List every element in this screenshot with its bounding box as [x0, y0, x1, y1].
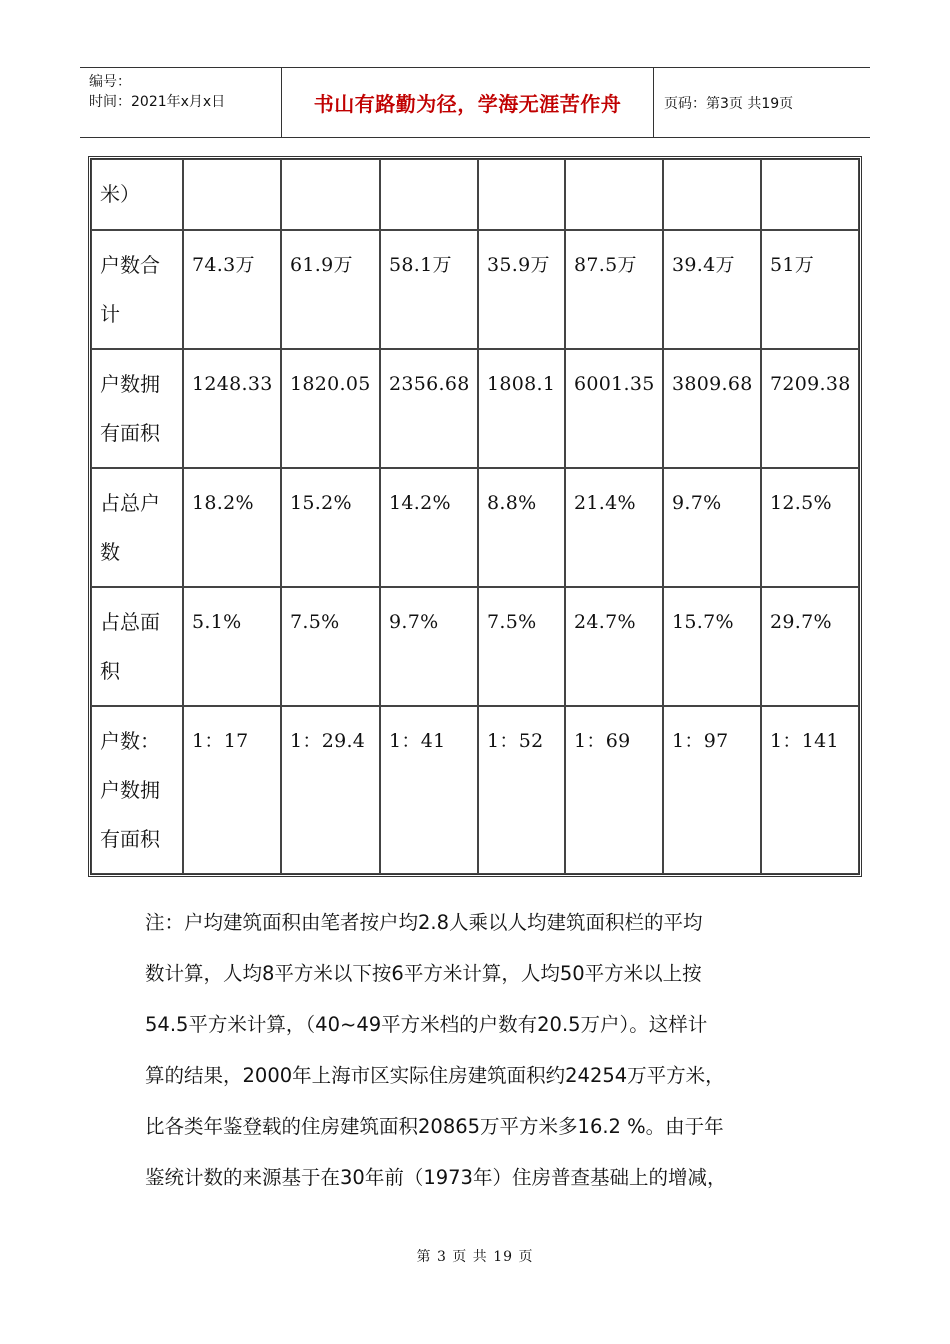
table-row [91, 706, 859, 874]
table-cell: 15.7% [663, 587, 761, 706]
table-cell: 87.5万 [565, 230, 663, 349]
table-cell: 7.5% [478, 587, 565, 706]
note-line: 数计算，人均8平方米以下按6平方米计算，人均50平方米以上按 [145, 962, 702, 985]
table-cell: 51万 [761, 230, 859, 349]
table-cell: 1：97 [663, 706, 761, 874]
table-cell: 5.1% [183, 587, 281, 706]
row-label: 户数合计 [91, 230, 183, 349]
table-cell: 1820.05 [281, 349, 380, 468]
table-cell: 61.9万 [281, 230, 380, 349]
table-cell: 7209.38 [761, 349, 859, 468]
row-label: 占总户数 [91, 468, 183, 587]
table-cell: 9.7% [663, 468, 761, 587]
header-motto: 书山有路勤为径，学海无涯苦作舟 [282, 68, 654, 137]
table-cell: 14.2% [380, 468, 478, 587]
row-label: 米） [91, 159, 183, 230]
page-footer: 第 3 页 共 19 页 [416, 1249, 534, 1265]
table-cell [478, 159, 565, 230]
table-cell: 6001.35 [565, 349, 663, 468]
note-line: 注：户均建筑面积由笔者按户均2.8人乘以人均建筑面积栏的平均 [145, 911, 703, 934]
note-line: 算的结果，2000年上海市区实际住房建筑面积约24254万平方米， [145, 1064, 725, 1087]
table-cell [565, 159, 663, 230]
document-number-label: 编号： [89, 74, 131, 90]
table-cell: 74.3万 [183, 230, 281, 349]
table-cell: 58.1万 [380, 230, 478, 349]
table-cell [183, 159, 281, 230]
table-cell: 1808.1 [478, 349, 565, 468]
table-cell: 1：17 [183, 706, 281, 874]
table-cell: 39.4万 [663, 230, 761, 349]
table-cell: 1：141 [761, 706, 859, 874]
document-date: 时间：2021年x月x日 [89, 94, 226, 110]
table-cell: 15.2% [281, 468, 380, 587]
table-cell [281, 159, 380, 230]
table-cell: 1：52 [478, 706, 565, 874]
table-cell: 1248.33 [183, 349, 281, 468]
row-label: 户数拥有面积 [91, 349, 183, 468]
row-label: 占总面积 [91, 587, 183, 706]
page-header [80, 67, 870, 138]
table-cell: 1：29.4 [281, 706, 380, 874]
row-label: 户数：户数拥有面积 [91, 706, 183, 874]
table-row [91, 468, 859, 587]
table-cell: 3809.68 [663, 349, 761, 468]
table-cell: 1：69 [565, 706, 663, 874]
table-cell [663, 159, 761, 230]
table-cell: 21.4% [565, 468, 663, 587]
table-cell: 8.8% [478, 468, 565, 587]
table-cell: 1：41 [380, 706, 478, 874]
header-meta [80, 68, 282, 137]
header-page-info: 页码：第3页 共19页 [664, 95, 794, 112]
table-cell [380, 159, 478, 230]
note-line: 54.5平方米计算，（40~49平方米档的户数有20.5万户）。这样计 [145, 1013, 708, 1036]
housing-stats-table [88, 156, 862, 877]
table-cell: 29.7% [761, 587, 859, 706]
note-line: 比各类年鉴登载的住房建筑面积20865万平方米多16.2 %。由于年 [145, 1115, 724, 1138]
table-cell: 18.2% [183, 468, 281, 587]
table-cell: 12.5% [761, 468, 859, 587]
table-row [91, 159, 859, 230]
table-row [91, 349, 859, 468]
table-cell: 9.7% [380, 587, 478, 706]
table-cell: 2356.68 [380, 349, 478, 468]
table-cell: 7.5% [281, 587, 380, 706]
table-row [91, 230, 859, 349]
table-cell [761, 159, 859, 230]
table-note [145, 897, 805, 1203]
note-line: 鉴统计数的来源基于在30年前（1973年）住房普查基础上的增减， [145, 1166, 727, 1189]
table-cell: 24.7% [565, 587, 663, 706]
table-row [91, 587, 859, 706]
table-cell: 35.9万 [478, 230, 565, 349]
